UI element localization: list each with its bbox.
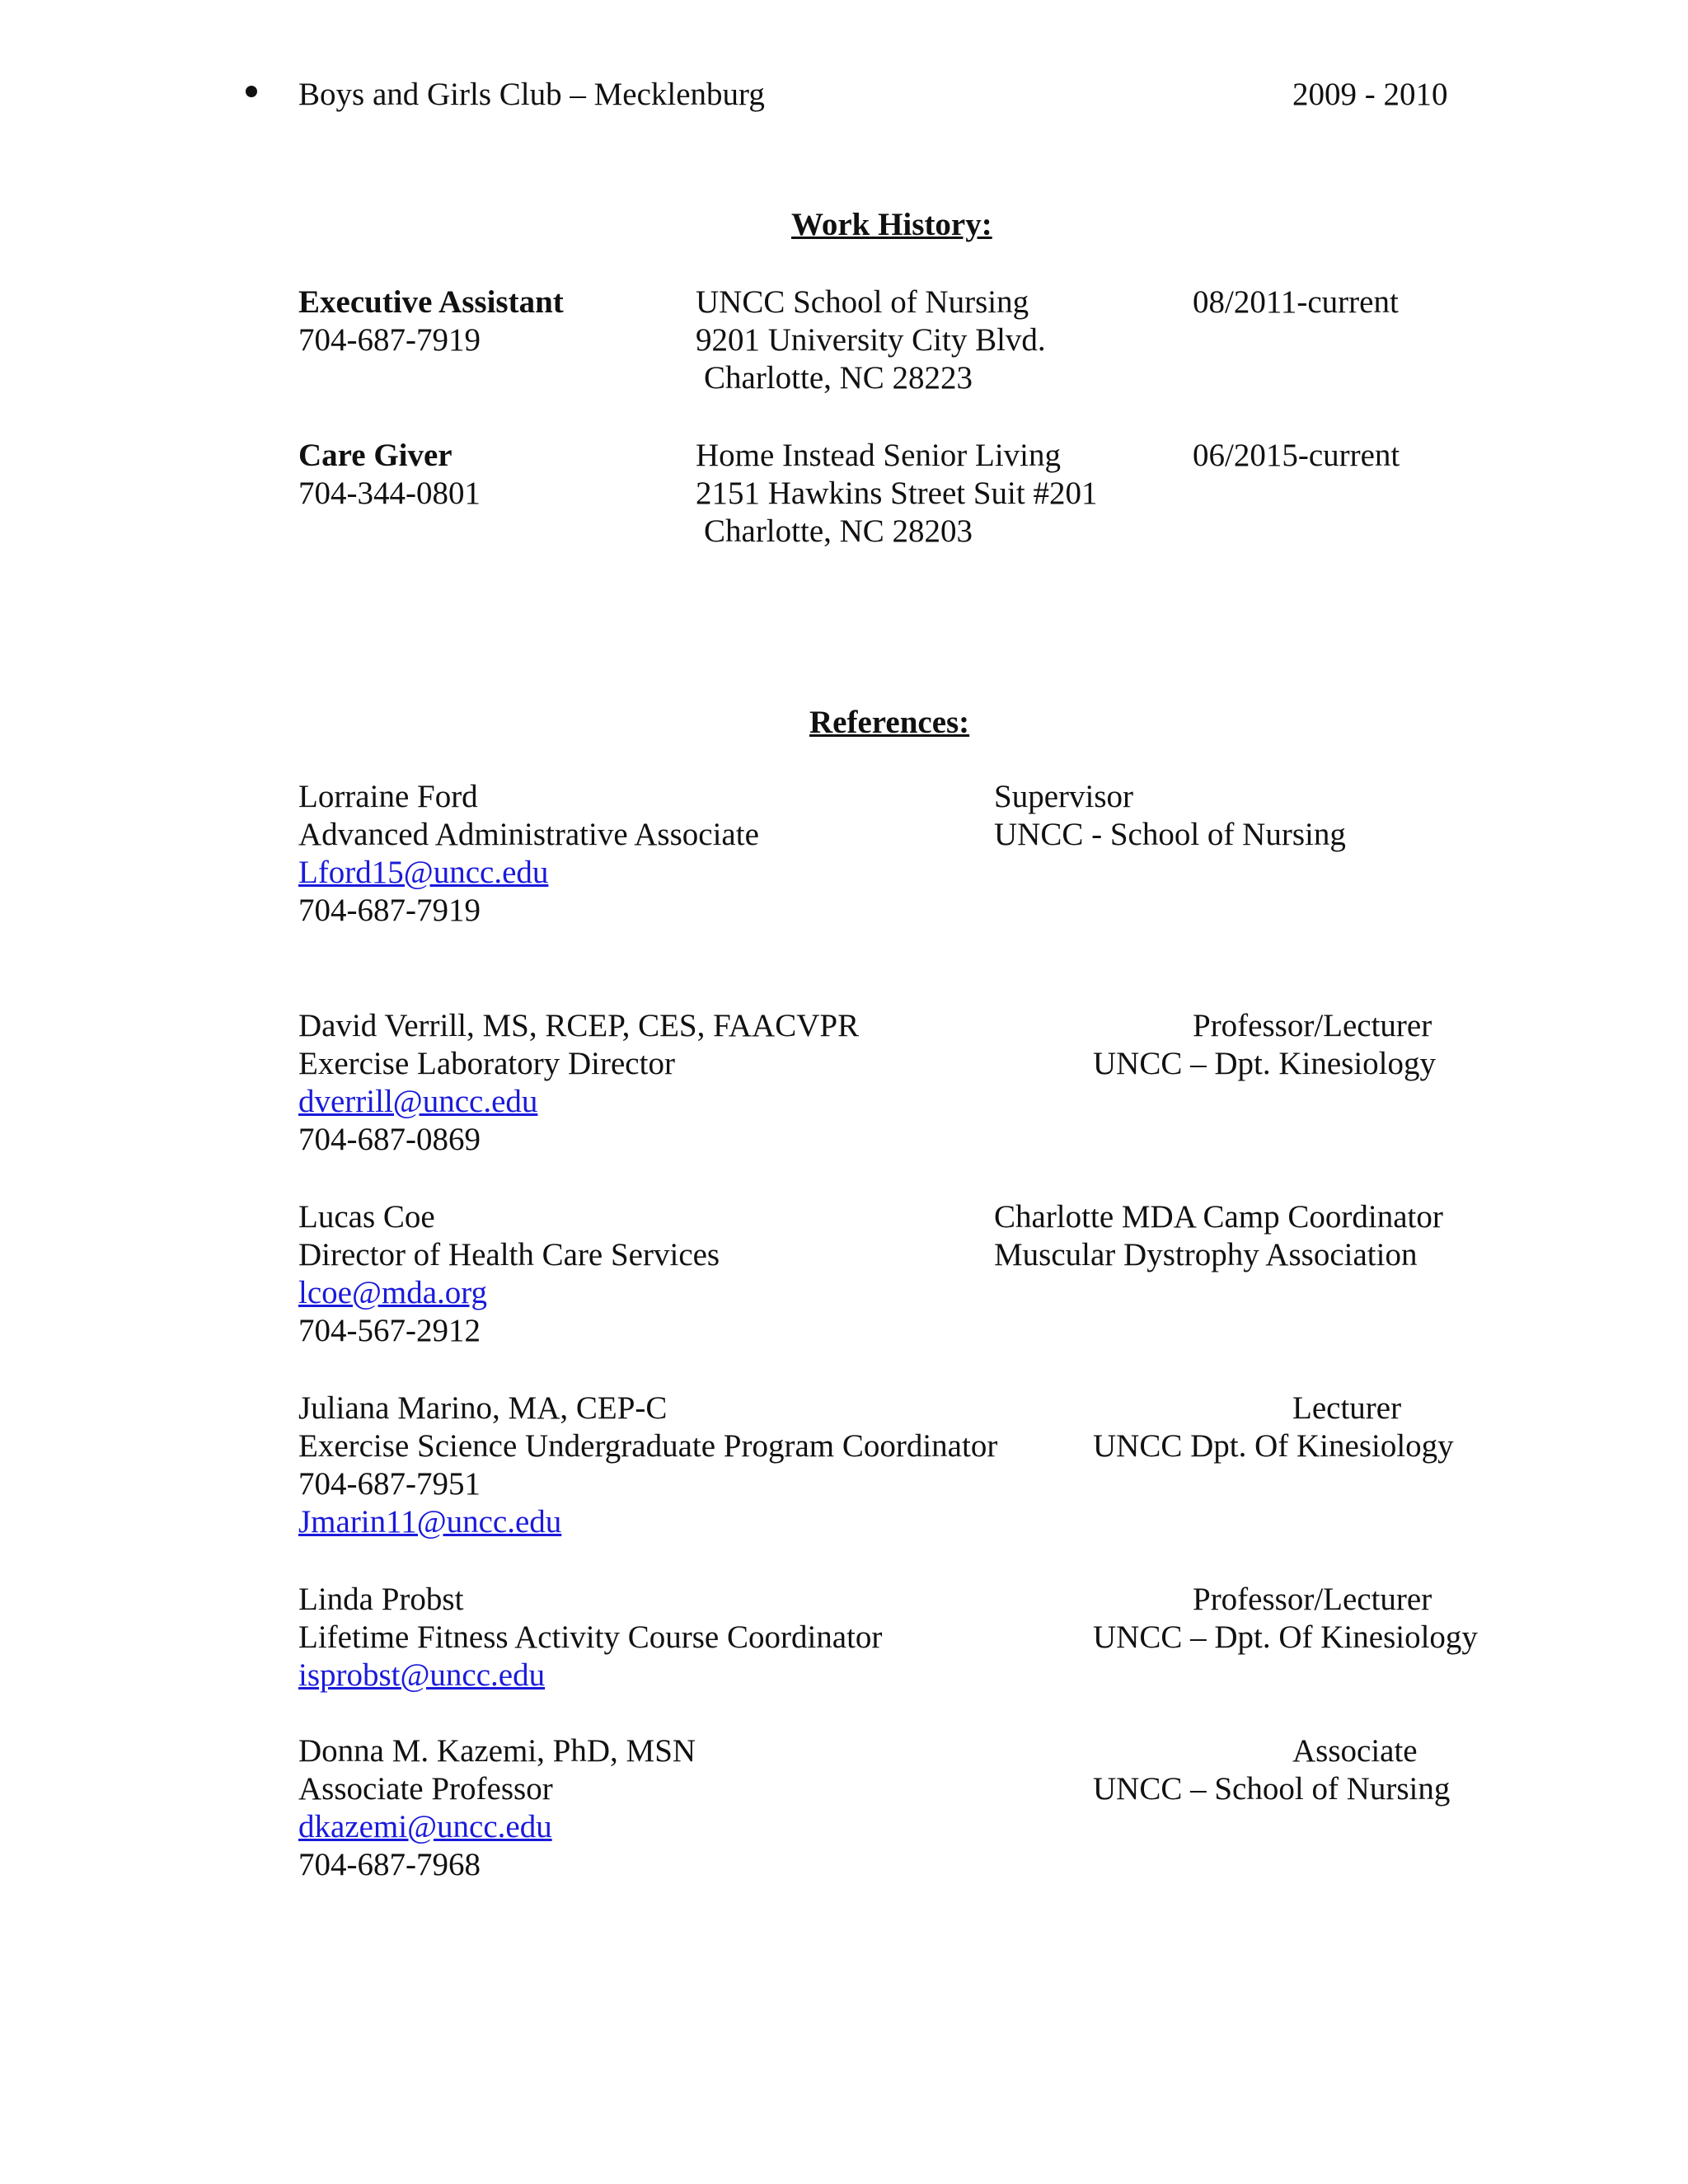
- reference-role: Supervisor: [994, 779, 1133, 814]
- reference-name: David Verrill, MS, RCEP, CES, FAACVPR: [298, 1008, 860, 1043]
- reference-phone: 704-687-7968: [298, 1847, 481, 1882]
- job-address-line2: Charlotte, NC 28203: [704, 513, 973, 549]
- job-employer: Home Instead Senior Living: [696, 438, 1061, 473]
- reference-phone: 704-567-2912: [298, 1313, 481, 1348]
- reference-org: Muscular Dystrophy Association: [994, 1237, 1418, 1272]
- reference-org: UNCC – School of Nursing: [1093, 1771, 1451, 1807]
- reference-org: UNCC - School of Nursing: [994, 817, 1346, 852]
- work-history-heading: Work History:: [791, 207, 992, 242]
- reference-email-link[interactable]: dverrill@uncc.edu: [298, 1084, 538, 1119]
- references-heading: References:: [809, 705, 970, 740]
- job-employer: UNCC School of Nursing: [696, 284, 1029, 320]
- job-title: Care Giver: [298, 438, 452, 473]
- reference-name: Lucas Coe: [298, 1199, 435, 1235]
- reference-role: Charlotte MDA Camp Coordinator: [994, 1199, 1443, 1235]
- reference-email-link[interactable]: Jmarin11@uncc.edu: [298, 1504, 562, 1540]
- reference-phone: 704-687-7919: [298, 893, 481, 928]
- reference-position: Lifetime Fitness Activity Course Coordinator: [298, 1619, 883, 1655]
- reference-position: Exercise Science Undergraduate Program Coordinator: [298, 1428, 998, 1464]
- job-title: Executive Assistant: [298, 284, 564, 320]
- reference-org: UNCC Dpt. Of Kinesiology: [1093, 1428, 1454, 1464]
- reference-role: Associate: [1292, 1733, 1418, 1769]
- reference-phone: 704-687-7951: [298, 1466, 481, 1502]
- reference-name: Donna M. Kazemi, PhD, MSN: [298, 1733, 696, 1769]
- reference-position: Associate Professor: [298, 1771, 553, 1807]
- job-phone: 704-344-0801: [298, 476, 481, 511]
- reference-name: Lorraine Ford: [298, 779, 478, 814]
- job-dates: 06/2015-current: [1193, 438, 1400, 473]
- job-address-line1: 9201 University City Blvd.: [696, 322, 1046, 358]
- job-address-line2: Charlotte, NC 28223: [704, 360, 973, 396]
- reference-email-link[interactable]: lcoe@mda.org: [298, 1275, 488, 1310]
- reference-email-link[interactable]: isprobst@uncc.edu: [298, 1657, 546, 1693]
- reference-role: Lecturer: [1292, 1390, 1402, 1426]
- reference-name: Linda Probst: [298, 1582, 464, 1617]
- job-dates: 08/2011-current: [1193, 284, 1399, 320]
- bullet-icon: [246, 86, 257, 97]
- reference-position: Exercise Laboratory Director: [298, 1046, 675, 1081]
- reference-position: Advanced Administrative Associate: [298, 817, 759, 852]
- reference-role: Professor/Lecturer: [1193, 1582, 1432, 1617]
- reference-phone: 704-687-0869: [298, 1122, 481, 1157]
- job-address-line1: 2151 Hawkins Street Suit #201: [696, 476, 1098, 511]
- reference-org: UNCC – Dpt. Kinesiology: [1093, 1046, 1437, 1081]
- bullet-item-label: Boys and Girls Club – Mecklenburg: [298, 77, 765, 112]
- reference-position: Director of Health Care Services: [298, 1237, 720, 1272]
- bullet-item-years: 2009 - 2010: [1292, 77, 1448, 112]
- reference-email-link[interactable]: dkazemi@uncc.edu: [298, 1809, 552, 1844]
- reference-org: UNCC – Dpt. Of Kinesiology: [1093, 1619, 1478, 1655]
- job-phone: 704-687-7919: [298, 322, 481, 358]
- reference-role: Professor/Lecturer: [1193, 1008, 1432, 1043]
- reference-email-link[interactable]: Lford15@uncc.edu: [298, 855, 549, 890]
- reference-name: Juliana Marino, MA, CEP-C: [298, 1390, 668, 1426]
